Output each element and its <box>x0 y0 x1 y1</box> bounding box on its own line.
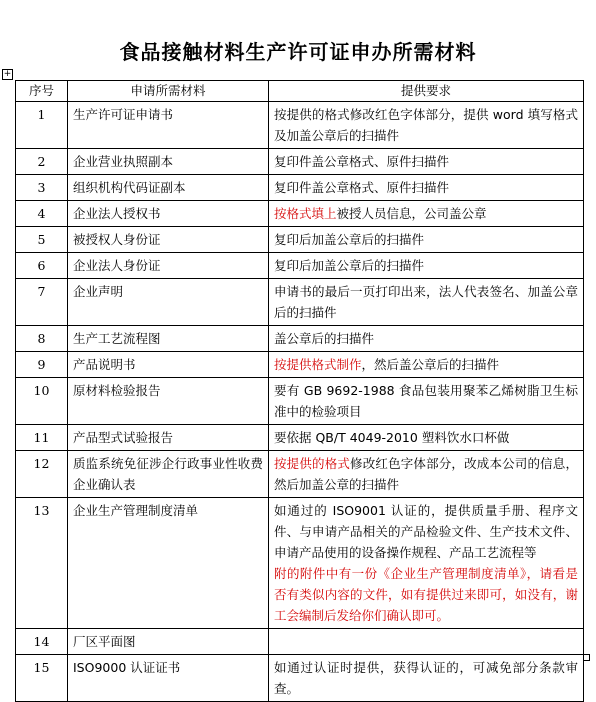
row-number: 3 <box>16 175 68 201</box>
row-number: 4 <box>16 201 68 227</box>
requirement-text: 修改红色字体部分，改成本公司的信息，然后加盖公章的扫描件 <box>274 456 578 492</box>
row-material: 被授权人身份证 <box>68 227 269 253</box>
row-material: 企业法人身份证 <box>68 253 269 279</box>
table-row <box>16 425 584 451</box>
row-requirement: 复印后加盖公章后的扫描件 <box>269 253 584 279</box>
table-row <box>16 102 584 149</box>
row-requirement <box>269 451 584 498</box>
row-requirement: 复印件盖公章格式、原件扫描件 <box>269 149 584 175</box>
materials-table <box>15 80 584 702</box>
row-requirement: 要依据 QB/T 4049-2010 塑料饮水口杯做 <box>269 425 584 451</box>
table-row <box>16 201 584 227</box>
row-material: 生产许可证申请书 <box>68 102 269 149</box>
row-number: 14 <box>16 629 68 655</box>
row-number: 6 <box>16 253 68 279</box>
row-material: 企业声明 <box>68 279 269 326</box>
header-requirement: 提供要求 <box>269 81 584 102</box>
row-requirement: 要有 GB 9692-1988 食品包装用聚苯乙烯树脂卫生标准中的检验项目 <box>269 378 584 425</box>
requirement-text: 被授人员信息，公司盖公章 <box>336 206 487 221</box>
row-number: 15 <box>16 655 68 702</box>
table-row <box>16 253 584 279</box>
row-requirement: 复印件盖公章格式、原件扫描件 <box>269 175 584 201</box>
row-number: 12 <box>16 451 68 498</box>
table-row <box>16 149 584 175</box>
row-material: 产品说明书 <box>68 352 269 378</box>
header-material: 申请所需材料 <box>68 81 269 102</box>
row-number: 5 <box>16 227 68 253</box>
red-highlight-text: 按提供格式制作 <box>274 357 362 372</box>
row-material: ISO9000 认证证书 <box>68 655 269 702</box>
table-row <box>16 326 584 352</box>
row-material: 企业生产管理制度清单 <box>68 498 269 629</box>
table-row <box>16 498 584 629</box>
table-row <box>16 629 584 655</box>
requirement-text: ，然后盖公章后的扫描件 <box>361 357 500 372</box>
row-number: 9 <box>16 352 68 378</box>
row-requirement <box>269 352 584 378</box>
document-title: 食品接触材料生产许可证申办所需材料 <box>119 40 477 64</box>
row-material: 厂区平面图 <box>68 629 269 655</box>
row-number: 2 <box>16 149 68 175</box>
row-number: 13 <box>16 498 68 629</box>
table-row <box>16 451 584 498</box>
table-row <box>16 279 584 326</box>
row-number: 8 <box>16 326 68 352</box>
row-material: 质监系统免征涉企行政事业性收费企业确认表 <box>68 451 269 498</box>
row-material: 组织机构代码证副本 <box>68 175 269 201</box>
row-number: 11 <box>16 425 68 451</box>
table-row <box>16 378 584 425</box>
row-material: 生产工艺流程图 <box>68 326 269 352</box>
row-number: 1 <box>16 102 68 149</box>
row-material: 产品型式试验报告 <box>68 425 269 451</box>
row-requirement: 如通过认证时提供，获得认证的，可减免部分条款审查。 <box>269 655 584 702</box>
table-row <box>16 655 584 702</box>
row-requirement <box>269 201 584 227</box>
table-row <box>16 227 584 253</box>
row-number: 10 <box>16 378 68 425</box>
red-highlight-text: 按格式填上 <box>274 206 337 221</box>
row-requirement: 按提供的格式修改红色字体部分，提供 word 填写格式及加盖公章后的扫描件 <box>269 102 584 149</box>
row-number: 7 <box>16 279 68 326</box>
table-move-handle-icon[interactable]: + <box>3 69 12 79</box>
row-requirement <box>269 498 584 629</box>
row-material: 企业法人授权书 <box>68 201 269 227</box>
table-row <box>16 352 584 378</box>
row-requirement: 盖公章后的扫描件 <box>269 326 584 352</box>
row-material: 原材料检验报告 <box>68 378 269 425</box>
red-note-text: 附的附件中有一份《企业生产管理制度清单》，请看是否有类似内容的文件，如有提供过来即可，如没有，谢工会编制后发给你们确认即可。 <box>274 566 578 623</box>
table-row <box>16 175 584 201</box>
table-header-row <box>16 81 584 102</box>
header-no: 序号 <box>16 81 68 102</box>
row-requirement: 复印后加盖公章后的扫描件 <box>269 227 584 253</box>
requirement-text: 如通过的 ISO9001 认证的，提供质量手册、程序文件、与申请产品相关的产品检验文件、生产技术文件、申请产品使用的设备操作规程、产品工艺流程等 <box>274 503 578 560</box>
red-highlight-text: 按提供的格式 <box>274 456 351 471</box>
row-requirement <box>269 629 584 655</box>
row-requirement: 申请书的最后一页打印出来，法人代表签名、加盖公章后的扫描件 <box>269 279 584 326</box>
table-resize-handle[interactable] <box>583 654 590 661</box>
row-material: 企业营业执照副本 <box>68 149 269 175</box>
